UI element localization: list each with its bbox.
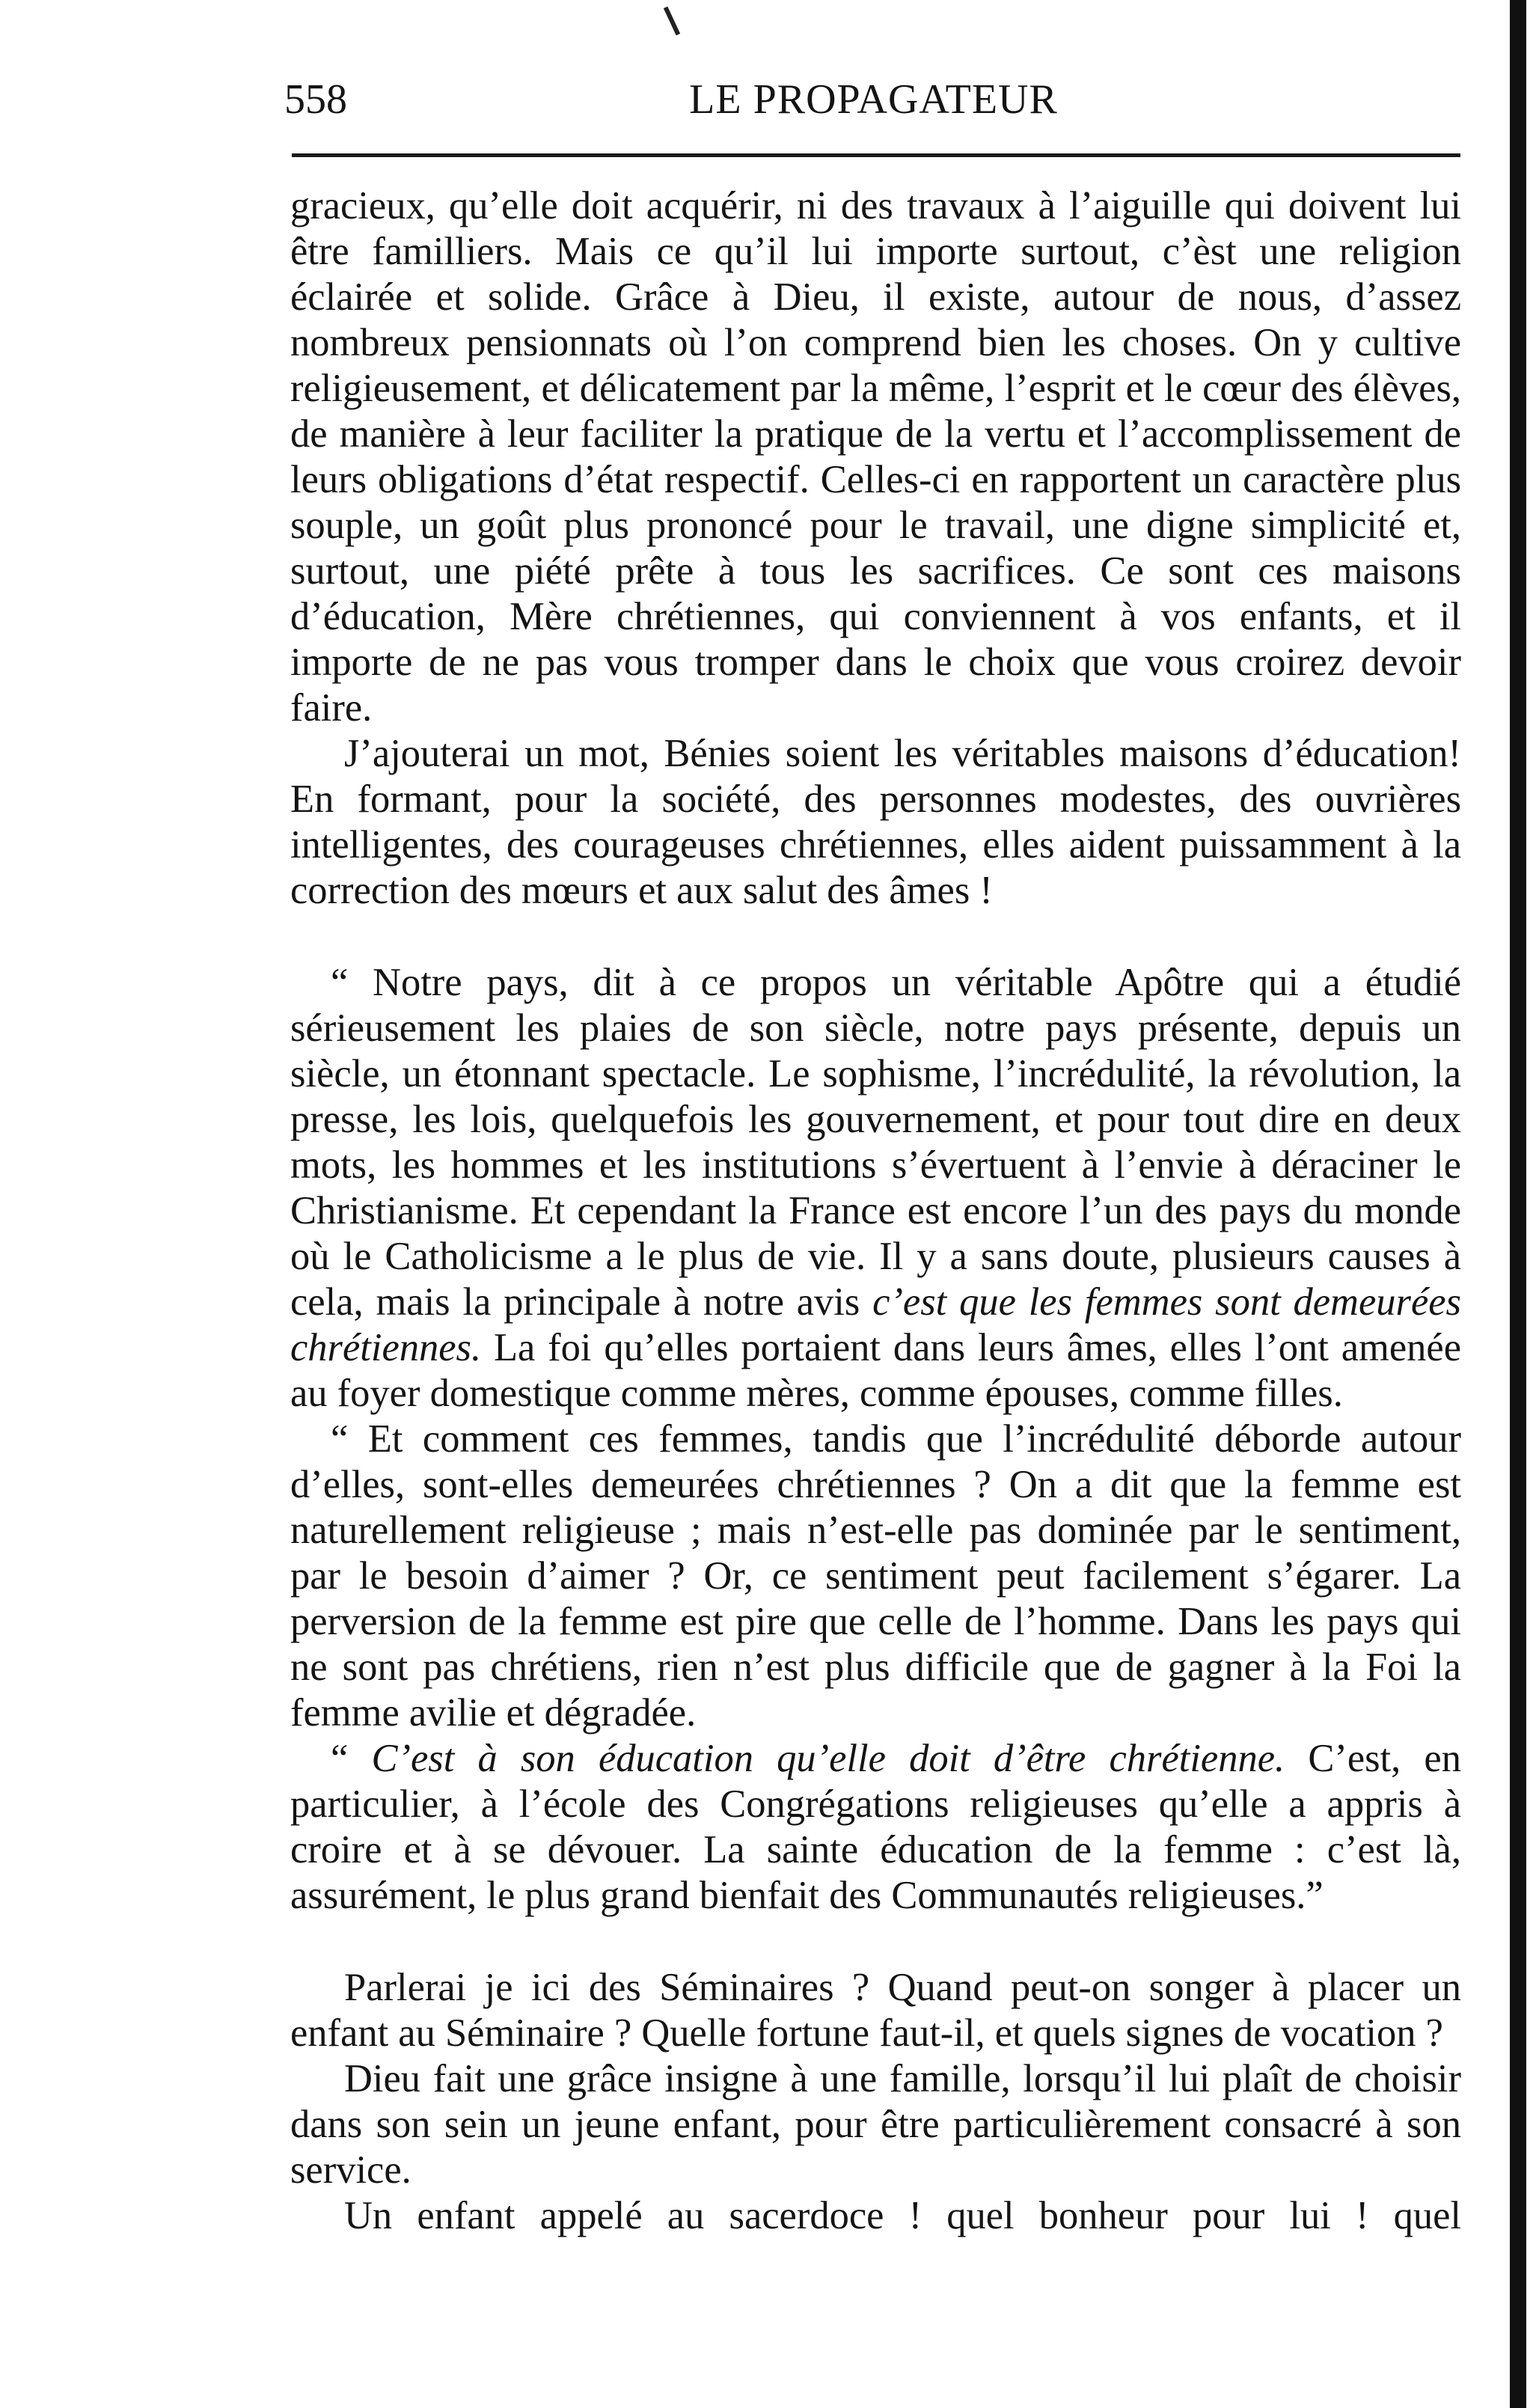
page-header [284, 66, 1463, 133]
paragraph-text: Dieu fait une grâce insigne à une famille, lorsqu’il lui plaît de choisir dans son sein un jeune enfant, pour être particulièrement consacré à son service. [290, 2057, 1461, 2192]
scan-mark [664, 7, 680, 36]
paragraph [290, 2056, 1461, 2193]
quote-paragraph [290, 960, 1461, 1417]
body-text [290, 183, 1461, 2239]
paragraph-text: Un enfant appelé au sacerdoce ! quel bonheur pour lui ! quel [344, 2194, 1461, 2237]
italic-phrase: C’est à son éducation qu’elle doit d’être chrétienne. [371, 1737, 1285, 1780]
quote-paragraph [290, 1417, 1461, 1736]
paragraph-text: “ Et comment ces femmes, tandis que l’incrédulité déborde autour d’elles, sont-elles demeurées chrétiennes ? On a dit que la femme est naturellement religieuse ; mais n’est-elle pas dominée par le sentiment, par le besoin d’aimer ? Or, ce sentiment peut facilement s’égarer. La perversion de la femme est pire que celle de l’homme. Dans les pays qui ne sont pas chrétiens, rien n’est plus difficile que de gagner à la Foi la femme avilie et dégradée. [290, 1417, 1461, 1735]
paragraph-text: J’ajouterai un mot, Bénies soient les véritables maisons d’éducation! En formant, pour la société, des personnes modestes, des ouvrières intelligentes, des courageuses chrétiennes, elles aident puissamment à la correction des mœurs et aux salut des âmes ! [290, 732, 1461, 912]
paragraph-text: C’est, en particulier, à l’école des Congrégations religieuses qu’elle a appris à croire et à se dévouer. La sainte éducation de la femme : c’est là, assurément, le plus grand bienfait des Communautés religieuses.” [290, 1737, 1461, 1917]
paragraph-text: Parlerai je ici des Séminaires ? Quand peut-on songer à placer un enfant au Séminaire ? Quelle fortune faut-il, et quels signes de vocation ? [290, 1966, 1461, 2055]
page-edge-shadow [1510, 0, 1526, 2408]
paragraph-continuation [290, 183, 1461, 731]
running-title: LE PROPAGATEUR [689, 76, 1058, 123]
paragraph-text: gracieux, qu’elle doit acquérir, ni des travaux à l’aiguille qui doivent lui être familliers. Mais ce qu’il lui importe surtout, c’èst une religion éclairée et solide. Grâce à Dieu, il existe, autour de nous, d’assez nombreux pensionnats où l’on comprend bien les choses. On y cultive religieusement, et délicatement par la même, l’esprit et le cœur des élèves, de manière à leur faciliter la pratique de la vertu et l’accomplissement de leurs obligations d’état respectif. Celles-ci en rapportent un caractère plus souple, un goût plus prononcé pour le travail, une digne simplicité et, surtout, une piété prête à tous les sacrifices. Ce sont ces maisons d’éducation, Mère chrétiennes, qui conviennent à vos enfants, et il importe de ne pas vous tromper dans le choix que vous croirez devoir faire. [290, 184, 1461, 730]
header-rule [292, 153, 1460, 157]
quote-paragraph [290, 1736, 1461, 1919]
paragraph [290, 1965, 1461, 2056]
paragraph [290, 2193, 1461, 2239]
paragraph-text: “ Notre pays, dit à ce propos un véritable Apôtre qui a étudié sérieusement les plaies de son siècle, notre pays présente, depuis un siècle, un étonnant spectacle. Le sophisme, l’incrédulité, la révolution, la presse, les lois, quelquefois les gouvernement, et pour tout dire en deux mots, les hommes et les institutions s’évertuent à l’envie à déraciner le Christianisme. Et cependant la France est encore l’un des pays du monde où le Catholicisme a le plus de vie. Il y a sans doute, plusieurs causes à cela, mais la principale à notre avis [290, 961, 1461, 1324]
italic-phrase: c’est que les femmes sont demeurées chrétiennes. [290, 1280, 1461, 1369]
paragraph-text: La foi qu’elles portaient dans leurs âmes, elles l’ont amenée au foyer domestique comme mères, comme épouses, comme filles. [290, 1326, 1461, 1415]
quote-mark: “ [331, 1737, 372, 1780]
paragraph [290, 731, 1461, 914]
page-number: 558 [284, 76, 347, 123]
